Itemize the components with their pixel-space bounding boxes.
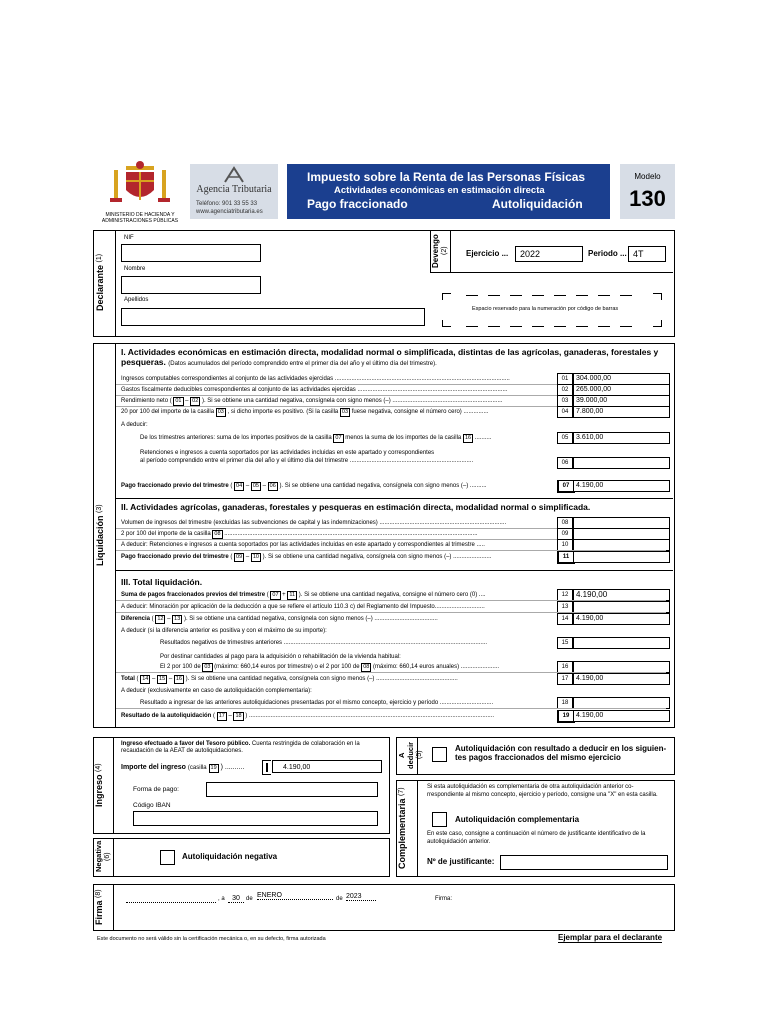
a-deducir-label-1: A deducir: — [121, 422, 148, 428]
complementaria-text1: Si esta autoliquidación es complementaria de otra autoliquidación anterior co- rrespondiente al mismo concepto, ejercicio y período, consigne una "X" en esta casilla. — [427, 784, 658, 798]
row-16-text-a: Por destinar cantidades al pago para la adquisición o rehabilitación de la vivienda habitual: — [160, 654, 401, 660]
complementaria-label: Complementaria (7) — [397, 787, 407, 869]
row-18-text-a: A deducir (exclusivamente en caso de autoliquidación complementaria): — [121, 688, 312, 694]
barcode-note: Espacio reservado para la numeración por código de barras — [472, 306, 619, 312]
firma-de-2: de — [336, 896, 343, 902]
firma-de-1: de — [246, 896, 253, 902]
modelo-box — [620, 164, 675, 219]
title-line1: Impuesto sobre la Renta de las Personas Físicas — [307, 170, 586, 184]
nif-field[interactable] — [121, 244, 261, 262]
justificante-label: Nº de justificante: — [427, 857, 495, 866]
row-16-text-b: El 2 por 100 de 03 (máximo: 660,14 euros por trimestre) o el 2 por 100 de 08 (máximo: 660,14 euros anuales) ....................... — [160, 664, 500, 670]
row-17-text: Total ( 14 – 15 – 16 ). Si se obtiene una cantidad negativa, consígnela con signo menos (–) ................................................. — [121, 676, 458, 682]
footer-copy-label: Ejemplar para el declarante — [558, 933, 663, 942]
row-09-text: 2 por 100 del importe de la casilla 08 ........................................................................................................................................................ — [121, 531, 478, 537]
agency-box — [190, 164, 278, 219]
row-15-text-a: A deducir (si la diferencia anterior es positiva y con el máximo de su importe): — [121, 628, 327, 634]
modelo-label: Modelo — [634, 172, 661, 181]
liquidacion-label: Liquidación (3) — [95, 504, 105, 566]
title-line2: Actividades económicas en estimación directa — [334, 185, 545, 196]
ministry-name: MINISTERIO DE HACIENDA Y ADMINISTRACIONES PÚBLICAS — [101, 212, 179, 224]
ingreso-text: Ingreso efectuado a favor del Tesoro público. Cuenta restringida de colaboración en la recaudación de la AEAT de autoliquidaciones. — [121, 741, 360, 754]
casilla-06[interactable] — [573, 457, 670, 469]
firma-day[interactable]: 30 — [228, 895, 244, 903]
ingreso-label: Ingreso (4) — [94, 763, 104, 807]
nombre-label: Nombre — [124, 266, 146, 272]
importe-ingreso-label: Importe del ingreso (casilla 19 ) .......... — [121, 764, 245, 771]
row-06-text-a: Retenciones e ingresos a cuenta soportados por las actividades incluidas en este apartado y correspondientes — [140, 450, 435, 456]
ejercicio-label: Ejercicio ... — [466, 249, 509, 258]
row-13-text: A deducir: Minoración por aplicación de la deducción a que se refiere el artículo 110.3 c) del Reglamento del Impuesto.............................. — [121, 604, 485, 610]
negativa-label: Negativa (6) — [94, 840, 111, 873]
a-deducir-label: A deducir (5) — [397, 741, 423, 769]
nombre-field[interactable] — [121, 276, 261, 294]
title-line4: Autoliquidación — [492, 197, 583, 211]
casilla-04[interactable]: 7.800,00 — [573, 406, 670, 418]
coat-of-arms-icon — [100, 160, 180, 208]
row-19-text: Resultado de la autoliquidación ( 17 – 18 ) ................................................................................................................................................... — [121, 713, 495, 719]
section3-title: III. Total liquidación. — [121, 577, 203, 587]
firma-a: , a — [218, 896, 225, 902]
apellidos-field[interactable] — [121, 308, 425, 326]
modelo-number: 130 — [629, 186, 666, 211]
firma-place-line[interactable] — [126, 902, 216, 903]
barcode-area — [442, 293, 662, 327]
section1-title: I. Actividades económicas en estimación directa, modalidad normal o simplificada, distintas de las agrícolas, ganaderas, forestales y pesqueras. (Datos acumulados del período comprendido entre el primer día del año y el último día del trimestre). — [121, 347, 659, 367]
iban-field[interactable] — [133, 811, 378, 826]
casilla-02[interactable]: 265.000,00 — [573, 384, 670, 396]
row-02-text: Gastos fiscalmente deducibles correspondientes al conjunto de las actividades ejercidas .......................................................................................... — [121, 387, 508, 393]
casilla-05[interactable]: 3.610,00 — [573, 432, 670, 444]
periodo-field[interactable]: 4T — [628, 246, 666, 262]
row-12-text: Suma de pagos fraccionados previos del trimestre ( 07 + 11 ). Si se obtiene una cantidad negativa, consigne el número cero (0) .... — [121, 592, 486, 598]
complementaria-check-label: Autoliquidación complementaria — [455, 815, 580, 824]
ejercicio-field[interactable]: 2022 — [515, 246, 583, 262]
firma-month[interactable]: ENERO — [257, 892, 333, 900]
title-banner — [287, 164, 610, 219]
negativa-text: Autoliquidación negativa — [182, 852, 278, 861]
casilla-01[interactable]: 304.000,00 — [573, 373, 670, 385]
row-06-text-b: al período comprendido entre el primer día del año y el último día del trimestre .......................................................................... — [140, 458, 474, 464]
row-11-text: Pago fraccionado previo del trimestre ( 09 – 10 ). Si se obtiene una cantidad negativa, consígnela con signo menos (–) ....................... — [121, 554, 492, 560]
firma-year[interactable]: 2023 — [346, 893, 376, 901]
forma-pago-field[interactable] — [206, 782, 378, 797]
forma-pago-label: Forma de pago: — [133, 786, 179, 793]
title-line3: Pago fraccionado — [307, 197, 408, 211]
casilla-03[interactable]: 39.000,00 — [573, 395, 670, 407]
firma-label: Firma (8) — [94, 889, 104, 925]
complementaria-checkbox[interactable] — [432, 812, 447, 827]
row-07-text: Pago fraccionado previo del trimestre ( 04 – 05 – 06 ). Si se obtiene una cantidad negativa, consígnela con signo menos (–) .......... — [121, 483, 487, 489]
section2-title: II. Actividades agrícolas, ganaderas, forestales y pesqueras en estimación directa, modalidad normal o simplificada. — [121, 502, 591, 512]
row-14-text: Diferencia ( 12 – 13 ). Si se obtiene una cantidad negativa, consígnela con signo menos (–) ...................................... — [121, 616, 438, 622]
row-08-text: Volumen de ingresos del trimestre (excluidas las subvenciones de capital y las indemnizaciones) ............................................................................ — [121, 520, 507, 526]
apellidos-label: Apellidos — [124, 297, 149, 303]
casilla-07[interactable]: 4.190,00 — [573, 480, 670, 492]
negativa-checkbox[interactable] — [160, 850, 175, 865]
casilla-17[interactable]: 4.190,00 — [573, 673, 670, 685]
footer-note: Este documento no será válido sin la certificación mecánica o, en su defecto, firma autorizada — [97, 936, 326, 942]
firma-signature-label: Firma: — [435, 896, 452, 902]
row-01-text: Ingresos computables correspondientes al conjunto de las actividades ejercidas ......................................................................................................... — [121, 376, 510, 382]
complementaria-text2: En este caso, consigne a continuación el número de justificante identificativo de la autoliquidación anterior. — [427, 831, 646, 845]
casilla-15[interactable] — [573, 637, 670, 649]
agency-name: Agencia Tributaria — [196, 184, 272, 195]
casilla-14[interactable]: 4.190,00 — [573, 613, 670, 625]
row-15-text-b: Resultados negativos de trimestres anteriores .......................................................................................................................... — [160, 640, 488, 646]
periodo-label: Periodo ... — [588, 249, 627, 258]
casilla-12[interactable]: 4.190,00 — [573, 589, 670, 601]
casilla-11[interactable] — [573, 551, 670, 563]
row-10-text: A deducir: Retenciones e ingresos a cuenta soportados por las actividades incluidas en este apartado y correspondientes al trimestre ..... — [121, 542, 485, 548]
nif-label: NIF — [124, 235, 134, 241]
importe-ingreso-field[interactable]: 4.190,00 — [272, 760, 382, 773]
devengo-label: Devengo (2) — [431, 234, 448, 268]
agency-web: www.agenciatributaria.es — [196, 209, 263, 215]
row-18-text-b: Resultado a ingresar de las anteriores autoliquidaciones presentadas por el mismo concepto, ejercicio y período ................................ — [140, 700, 494, 706]
agency-logo-icon — [223, 167, 245, 183]
a-deducir-checkbox[interactable] — [432, 747, 447, 762]
a-deducir-text: Autoliquidación con resultado a deducir en los siguien- tes pagos fraccionados del mismo ejercicio — [455, 744, 667, 762]
ministry-logo — [100, 160, 180, 224]
declarante-label: Declarante (1) — [95, 253, 105, 311]
row-04-text: 20 por 100 del importe de la casilla 03 , si dicho importe es positivo. (Si la casilla 03 fuese negativa, consigne el número cero) ............... — [121, 409, 489, 415]
agency-phone: Teléfono: 901 33 55 33 — [196, 201, 258, 207]
row-05-text: De los trimestres anteriores: suma de los importes positivos de la casilla 07 menos la suma de los importes de la casilla 16 .......... — [140, 435, 492, 441]
row-03-text: Rendimiento neto ( 01 – 02 ). Si se obtiene una cantidad negativa, consígnela con signo menos (–) .................................................................. — [121, 398, 503, 404]
iban-label: Código IBAN — [133, 802, 171, 809]
justificante-field[interactable] — [500, 855, 668, 870]
casilla-19[interactable]: 4.190,00 — [573, 710, 670, 722]
firma-section — [93, 884, 675, 931]
